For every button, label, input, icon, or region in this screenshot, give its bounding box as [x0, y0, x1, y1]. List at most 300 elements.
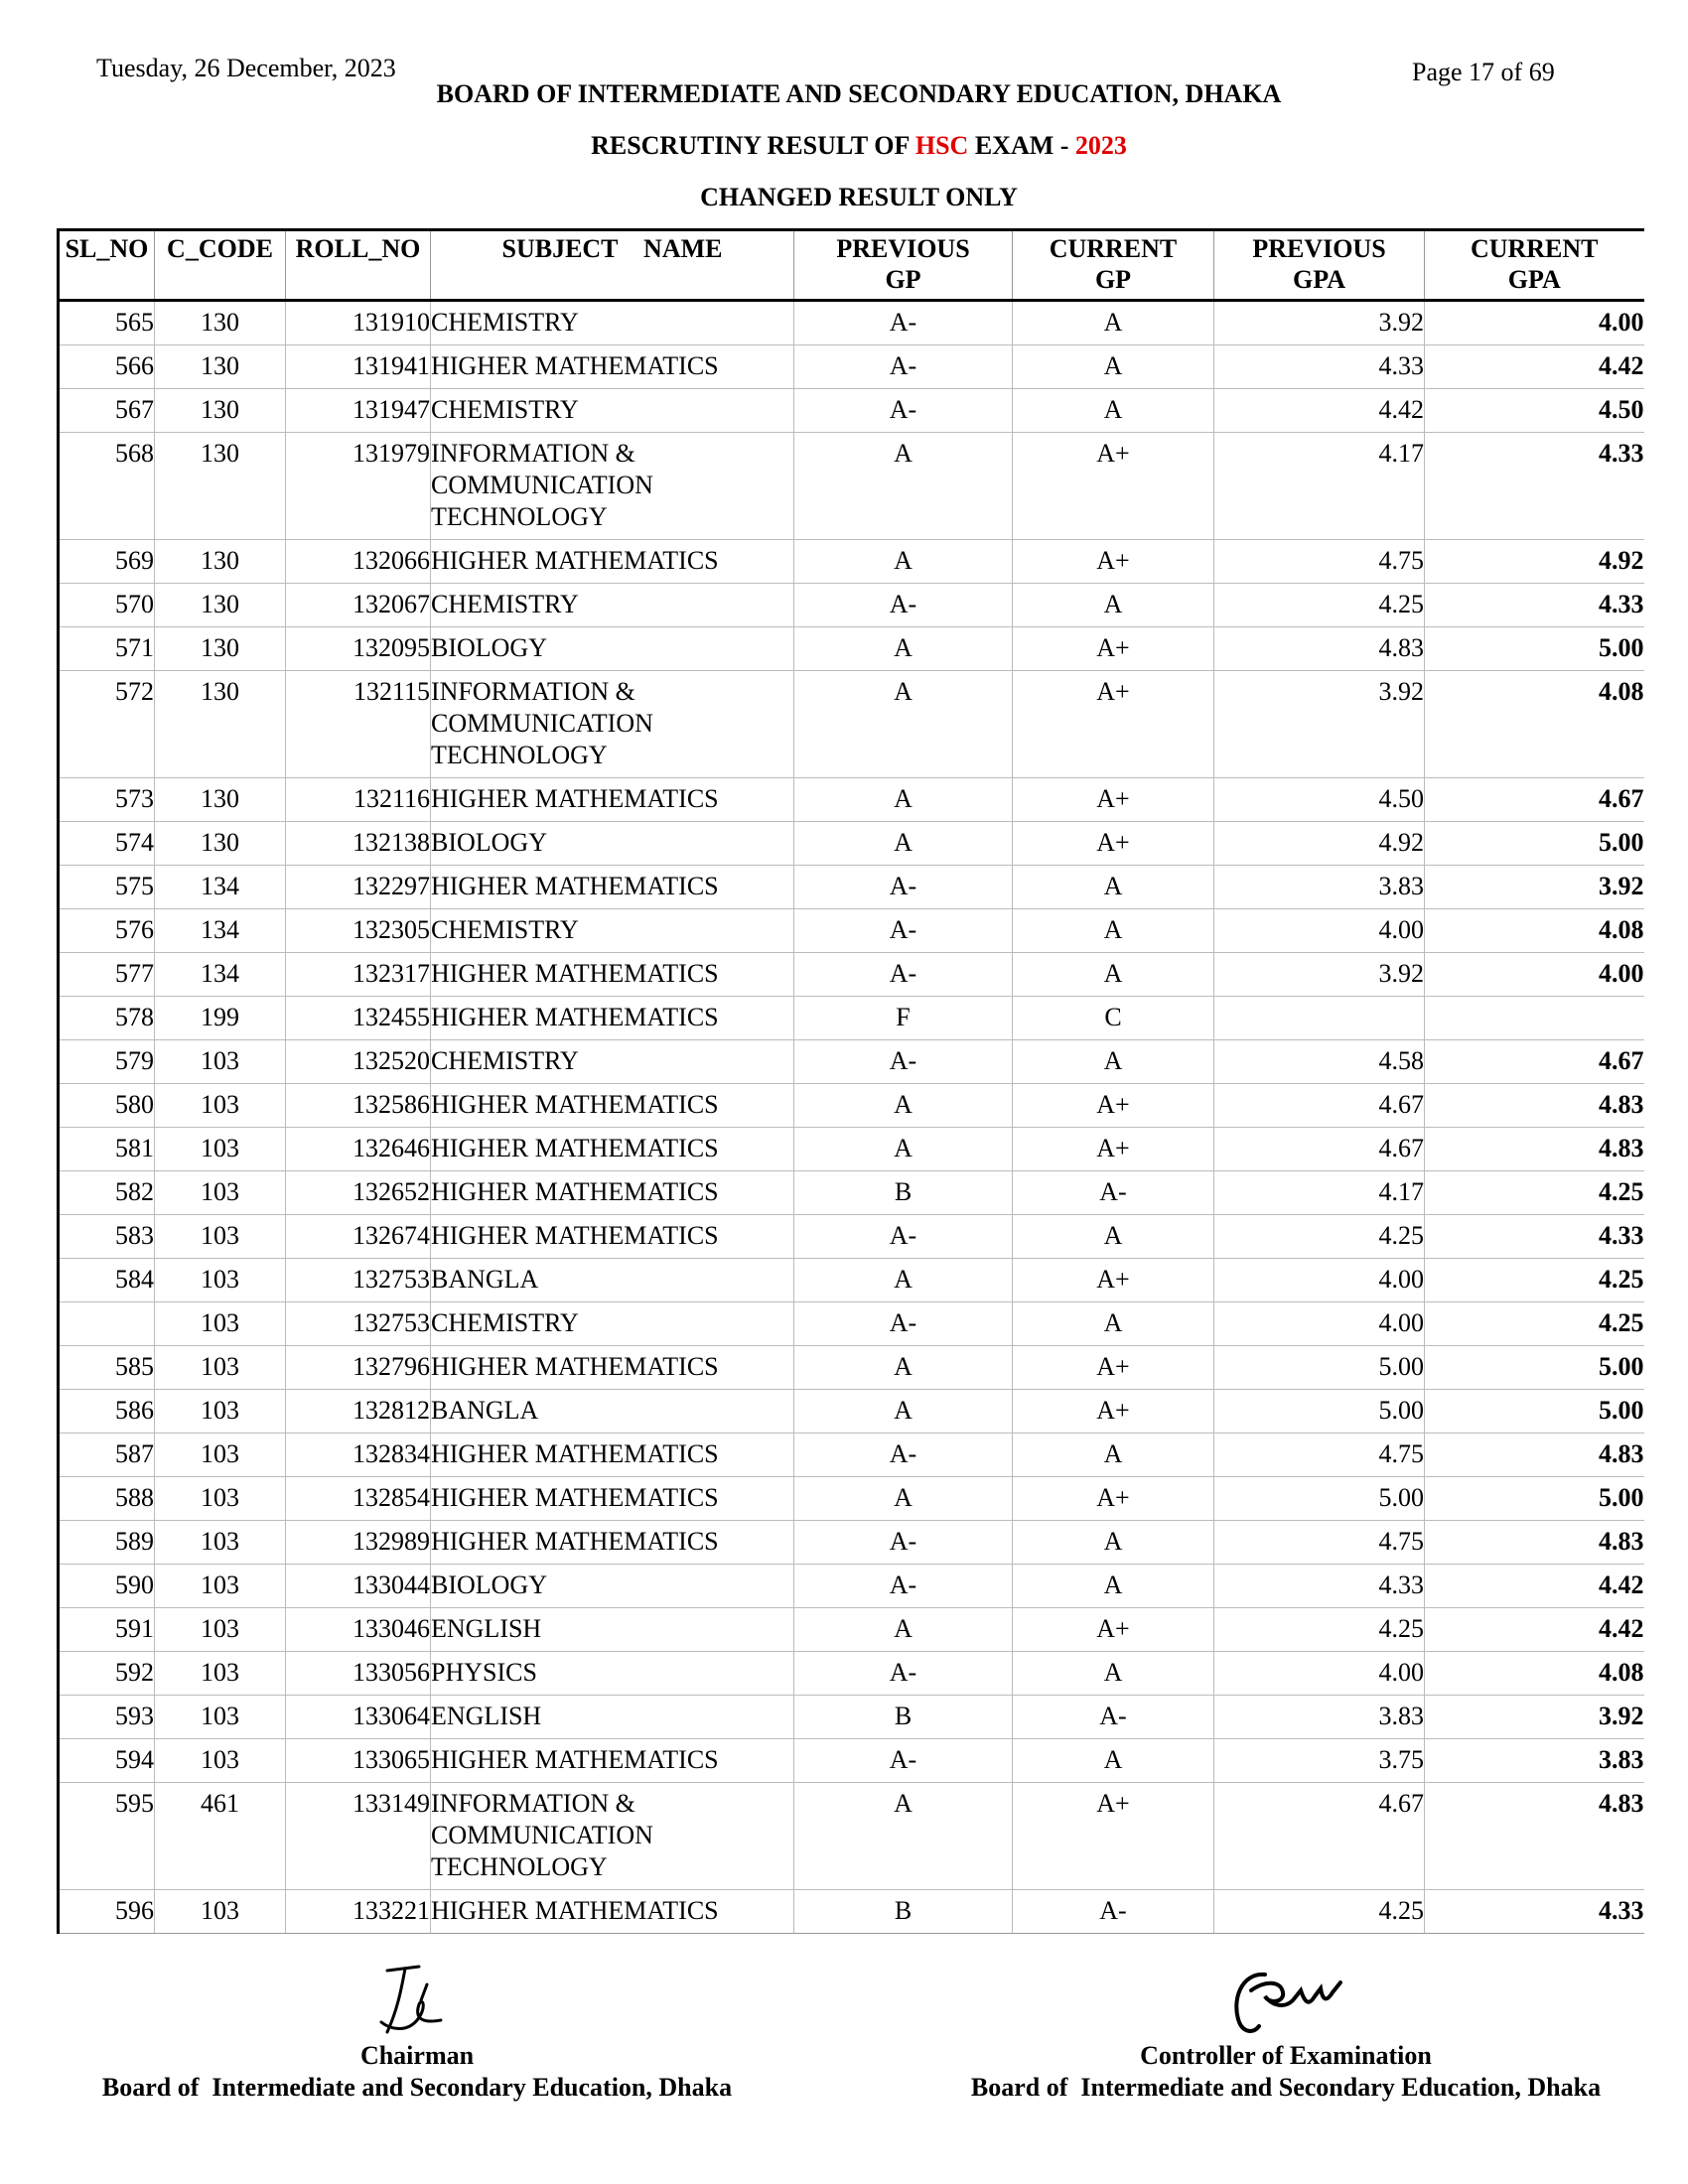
- table-row: [59, 1565, 1644, 1608]
- cell-roll-no: 133149: [286, 1783, 431, 1890]
- cell-current-gpa: [1425, 997, 1644, 1040]
- table-row: [59, 584, 1644, 627]
- cell-sl-no: 572: [59, 671, 155, 778]
- col-previous-gpa: [1214, 230, 1425, 301]
- col-previous-gpa-line2: GPA: [1293, 265, 1345, 294]
- table-row: [59, 778, 1644, 822]
- cell-previous-gpa: 4.67: [1214, 1783, 1425, 1890]
- cell-sl-no: 577: [59, 953, 155, 997]
- cell-subject: CHEMISTRY: [431, 389, 794, 433]
- col-c-code: C_CODE: [155, 230, 286, 301]
- cell-c-code: 130: [155, 822, 286, 866]
- cell-c-code: 134: [155, 909, 286, 953]
- cell-c-code: 130: [155, 389, 286, 433]
- cell-c-code: 130: [155, 433, 286, 540]
- cell-subject: HIGHER MATHEMATICS: [431, 1128, 794, 1171]
- cell-previous-gpa: 4.50: [1214, 778, 1425, 822]
- cell-roll-no: 132305: [286, 909, 431, 953]
- cell-current-gpa: 4.33: [1425, 584, 1644, 627]
- cell-subject: INFORMATION & COMMUNICATION TECHNOLOGY: [431, 671, 794, 778]
- table-row: [59, 1739, 1644, 1783]
- table-row: [59, 627, 1644, 671]
- table-row: [59, 1521, 1644, 1565]
- cell-roll-no: 131979: [286, 433, 431, 540]
- cell-current-gpa: 4.83: [1425, 1783, 1644, 1890]
- cell-previous-gp: A-: [794, 389, 1013, 433]
- table-row: [59, 1783, 1644, 1890]
- chairman-title: Chairman: [359, 2041, 475, 2070]
- cell-c-code: 103: [155, 1390, 286, 1433]
- cell-roll-no: 132753: [286, 1259, 431, 1302]
- col-previous-gpa-line1: PREVIOUS: [1252, 234, 1386, 263]
- cell-sl-no: 585: [59, 1346, 155, 1390]
- cell-current-gp: A+: [1013, 627, 1214, 671]
- cell-subject: HIGHER MATHEMATICS: [431, 540, 794, 584]
- cell-previous-gpa: 4.25: [1214, 1608, 1425, 1652]
- cell-previous-gp: A: [794, 540, 1013, 584]
- cell-roll-no: 132095: [286, 627, 431, 671]
- cell-roll-no: 132520: [286, 1040, 431, 1084]
- table-row: [59, 909, 1644, 953]
- cell-subject: BIOLOGY: [431, 1565, 794, 1608]
- header-row: [59, 230, 1644, 301]
- table-row: [59, 953, 1644, 997]
- cell-current-gpa: 5.00: [1425, 1390, 1644, 1433]
- cell-previous-gp: A: [794, 778, 1013, 822]
- controller-org: Board of Intermediate and Secondary Education, Dhaka: [970, 2073, 1602, 2102]
- cell-current-gp: A: [1013, 584, 1214, 627]
- cell-subject: HIGHER MATHEMATICS: [431, 1521, 794, 1565]
- col-current-gp: [1013, 230, 1214, 301]
- cell-previous-gp: A: [794, 1346, 1013, 1390]
- table-row: [59, 1608, 1644, 1652]
- cell-subject: HIGHER MATHEMATICS: [431, 866, 794, 909]
- cell-previous-gp: F: [794, 997, 1013, 1040]
- cell-c-code: 130: [155, 778, 286, 822]
- cell-current-gp: A: [1013, 345, 1214, 389]
- cell-sl-no: [59, 1302, 155, 1346]
- cell-roll-no: 132297: [286, 866, 431, 909]
- cell-roll-no: 132753: [286, 1302, 431, 1346]
- cell-roll-no: 132115: [286, 671, 431, 778]
- cell-c-code: 103: [155, 1215, 286, 1259]
- cell-previous-gpa: 4.17: [1214, 433, 1425, 540]
- cell-sl-no: 570: [59, 584, 155, 627]
- cell-previous-gp: B: [794, 1890, 1013, 1934]
- cell-current-gp: A: [1013, 1565, 1214, 1608]
- cell-current-gpa: 4.08: [1425, 909, 1644, 953]
- cell-previous-gpa: 4.75: [1214, 540, 1425, 584]
- cell-current-gpa: 4.67: [1425, 778, 1644, 822]
- cell-c-code: 130: [155, 671, 286, 778]
- cell-c-code: 103: [155, 1477, 286, 1521]
- cell-c-code: 103: [155, 1739, 286, 1783]
- cell-c-code: 103: [155, 1128, 286, 1171]
- col-subject: SUBJECT NAME: [431, 230, 794, 301]
- table-row: [59, 1171, 1644, 1215]
- cell-current-gp: A+: [1013, 1084, 1214, 1128]
- cell-current-gpa: 3.92: [1425, 1696, 1644, 1739]
- cell-current-gpa: 5.00: [1425, 627, 1644, 671]
- cell-roll-no: 131947: [286, 389, 431, 433]
- cell-subject: HIGHER MATHEMATICS: [431, 345, 794, 389]
- table-row: [59, 1302, 1644, 1346]
- cell-previous-gp: A-: [794, 345, 1013, 389]
- cell-previous-gpa: 4.00: [1214, 1259, 1425, 1302]
- cell-c-code: 130: [155, 627, 286, 671]
- cell-sl-no: 593: [59, 1696, 155, 1739]
- cell-subject: HIGHER MATHEMATICS: [431, 1477, 794, 1521]
- col-previous-gp: [794, 230, 1013, 301]
- cell-current-gpa: 4.83: [1425, 1433, 1644, 1477]
- cell-sl-no: 586: [59, 1390, 155, 1433]
- cell-subject: HIGHER MATHEMATICS: [431, 778, 794, 822]
- chairman-org: Board of Intermediate and Secondary Education, Dhaka: [101, 2073, 733, 2102]
- cell-sl-no: 567: [59, 389, 155, 433]
- cell-sl-no: 596: [59, 1890, 155, 1934]
- cell-roll-no: 132066: [286, 540, 431, 584]
- cell-previous-gp: A: [794, 1259, 1013, 1302]
- cell-subject: PHYSICS: [431, 1652, 794, 1696]
- col-previous-gp-line1: PREVIOUS: [836, 234, 970, 263]
- table-row: [59, 301, 1644, 345]
- table-row: [59, 345, 1644, 389]
- cell-previous-gpa: 4.25: [1214, 1890, 1425, 1934]
- cell-previous-gpa: 4.67: [1214, 1128, 1425, 1171]
- cell-sl-no: 584: [59, 1259, 155, 1302]
- cell-previous-gp: A: [794, 1390, 1013, 1433]
- col-sl-no: SL_NO: [59, 230, 155, 301]
- cell-current-gpa: 4.08: [1425, 1652, 1644, 1696]
- cell-sl-no: 569: [59, 540, 155, 584]
- cell-previous-gpa: 3.92: [1214, 671, 1425, 778]
- cell-subject: HIGHER MATHEMATICS: [431, 1084, 794, 1128]
- exam-year: 2023: [1074, 131, 1127, 160]
- cell-c-code: 103: [155, 1171, 286, 1215]
- cell-previous-gpa: 4.00: [1214, 909, 1425, 953]
- table-row: [59, 1128, 1644, 1171]
- cell-current-gp: A+: [1013, 540, 1214, 584]
- cell-c-code: 103: [155, 1433, 286, 1477]
- cell-current-gp: A-: [1013, 1696, 1214, 1739]
- table-row: [59, 1346, 1644, 1390]
- cell-previous-gpa: 4.58: [1214, 1040, 1425, 1084]
- result-title: [0, 131, 1688, 161]
- col-current-gpa-line1: CURRENT: [1470, 234, 1599, 263]
- cell-roll-no: 132834: [286, 1433, 431, 1477]
- cell-previous-gpa: 5.00: [1214, 1346, 1425, 1390]
- cell-sl-no: 595: [59, 1783, 155, 1890]
- cell-previous-gpa: 4.33: [1214, 1565, 1425, 1608]
- page-number: Page 17 of 69: [1412, 58, 1555, 86]
- cell-c-code: 103: [155, 1696, 286, 1739]
- controller-title: Controller of Examination: [1140, 2041, 1432, 2070]
- cell-subject: BIOLOGY: [431, 627, 794, 671]
- cell-c-code: 134: [155, 866, 286, 909]
- result-prefix: RESCRUTINY RESULT OF: [591, 131, 915, 160]
- cell-sl-no: 578: [59, 997, 155, 1040]
- cell-sl-no: 588: [59, 1477, 155, 1521]
- cell-sl-no: 594: [59, 1739, 155, 1783]
- cell-current-gp: A: [1013, 1739, 1214, 1783]
- cell-previous-gp: A-: [794, 866, 1013, 909]
- cell-roll-no: 132586: [286, 1084, 431, 1128]
- cell-previous-gp: A-: [794, 1040, 1013, 1084]
- cell-roll-no: 132796: [286, 1346, 431, 1390]
- cell-current-gpa: 3.83: [1425, 1739, 1644, 1783]
- table-row: [59, 1215, 1644, 1259]
- cell-current-gp: A: [1013, 1433, 1214, 1477]
- cell-current-gpa: 4.00: [1425, 953, 1644, 997]
- col-current-gp-line1: CURRENT: [1049, 234, 1178, 263]
- cell-sl-no: 574: [59, 822, 155, 866]
- cell-current-gpa: 4.00: [1425, 301, 1644, 345]
- cell-subject: BANGLA: [431, 1259, 794, 1302]
- cell-previous-gp: A-: [794, 584, 1013, 627]
- cell-roll-no: 133065: [286, 1739, 431, 1783]
- cell-current-gpa: 4.83: [1425, 1128, 1644, 1171]
- table-row: [59, 1084, 1644, 1128]
- cell-roll-no: 133046: [286, 1608, 431, 1652]
- table-row: [59, 540, 1644, 584]
- cell-previous-gp: B: [794, 1171, 1013, 1215]
- cell-current-gpa: 4.25: [1425, 1302, 1644, 1346]
- col-current-gpa-line2: GPA: [1507, 265, 1561, 294]
- cell-current-gpa: 4.83: [1425, 1521, 1644, 1565]
- cell-current-gpa: 4.50: [1425, 389, 1644, 433]
- cell-subject: BANGLA: [431, 1390, 794, 1433]
- cell-sl-no: 571: [59, 627, 155, 671]
- cell-subject: HIGHER MATHEMATICS: [431, 997, 794, 1040]
- cell-current-gpa: 4.25: [1425, 1259, 1644, 1302]
- cell-roll-no: 132116: [286, 778, 431, 822]
- cell-sl-no: 579: [59, 1040, 155, 1084]
- cell-previous-gp: A-: [794, 909, 1013, 953]
- cell-current-gp: A: [1013, 301, 1214, 345]
- cell-previous-gp: A: [794, 1128, 1013, 1171]
- exam-name: HSC: [914, 131, 969, 160]
- cell-previous-gp: A-: [794, 1215, 1013, 1259]
- cell-roll-no: 133221: [286, 1890, 431, 1934]
- cell-previous-gp: A-: [794, 1565, 1013, 1608]
- cell-subject: CHEMISTRY: [431, 301, 794, 345]
- cell-previous-gp: A-: [794, 1302, 1013, 1346]
- cell-sl-no: 575: [59, 866, 155, 909]
- cell-subject: INFORMATION & COMMUNICATION TECHNOLOGY: [431, 1783, 794, 1890]
- cell-previous-gpa: 3.75: [1214, 1739, 1425, 1783]
- board-title: BOARD OF INTERMEDIATE AND SECONDARY EDUCATION, DHAKA: [436, 79, 1282, 108]
- cell-current-gp: A+: [1013, 1477, 1214, 1521]
- cell-roll-no: 132989: [286, 1521, 431, 1565]
- cell-previous-gpa: 4.33: [1214, 345, 1425, 389]
- table-row: [59, 866, 1644, 909]
- cell-c-code: 130: [155, 345, 286, 389]
- table-row: [59, 389, 1644, 433]
- chairman-signature-icon: [357, 1961, 467, 2040]
- cell-current-gp: A: [1013, 909, 1214, 953]
- cell-current-gp: A+: [1013, 778, 1214, 822]
- cell-subject: HIGHER MATHEMATICS: [431, 1433, 794, 1477]
- cell-current-gp: C: [1013, 997, 1214, 1040]
- cell-sl-no: 580: [59, 1084, 155, 1128]
- cell-roll-no: 132317: [286, 953, 431, 997]
- cell-current-gp: A: [1013, 1302, 1214, 1346]
- report-date: Tuesday, 26 December, 2023: [96, 54, 396, 82]
- cell-current-gp: A: [1013, 1040, 1214, 1084]
- cell-subject: CHEMISTRY: [431, 1040, 794, 1084]
- cell-sl-no: 591: [59, 1608, 155, 1652]
- cell-subject: ENGLISH: [431, 1696, 794, 1739]
- cell-c-code: 103: [155, 1040, 286, 1084]
- cell-previous-gp: A: [794, 1783, 1013, 1890]
- chairman-signature-block: [60, 2040, 774, 2104]
- cell-previous-gp: A-: [794, 1652, 1013, 1696]
- cell-c-code: 103: [155, 1084, 286, 1128]
- controller-signature-icon: [1221, 1961, 1370, 2040]
- table-row: [59, 997, 1644, 1040]
- cell-subject: CHEMISTRY: [431, 584, 794, 627]
- cell-roll-no: 131910: [286, 301, 431, 345]
- results-body: [59, 301, 1644, 1934]
- cell-current-gpa: 4.67: [1425, 1040, 1644, 1084]
- cell-previous-gpa: 4.75: [1214, 1521, 1425, 1565]
- cell-c-code: 103: [155, 1652, 286, 1696]
- cell-current-gp: A: [1013, 953, 1214, 997]
- cell-current-gp: A-: [1013, 1171, 1214, 1215]
- cell-subject: ENGLISH: [431, 1608, 794, 1652]
- cell-current-gpa: 4.92: [1425, 540, 1644, 584]
- cell-current-gpa: 4.83: [1425, 1084, 1644, 1128]
- cell-sl-no: 576: [59, 909, 155, 953]
- cell-sl-no: 573: [59, 778, 155, 822]
- cell-previous-gp: A: [794, 822, 1013, 866]
- cell-c-code: 130: [155, 584, 286, 627]
- col-current-gpa: [1425, 230, 1644, 301]
- table-row: [59, 1040, 1644, 1084]
- cell-previous-gp: B: [794, 1696, 1013, 1739]
- cell-subject: HIGHER MATHEMATICS: [431, 1739, 794, 1783]
- cell-current-gp: A+: [1013, 822, 1214, 866]
- cell-current-gpa: 4.42: [1425, 1565, 1644, 1608]
- cell-subject: CHEMISTRY: [431, 1302, 794, 1346]
- cell-roll-no: 132067: [286, 584, 431, 627]
- cell-sl-no: 565: [59, 301, 155, 345]
- cell-current-gp: A-: [1013, 1890, 1214, 1934]
- cell-subject: INFORMATION & COMMUNICATION TECHNOLOGY: [431, 433, 794, 540]
- cell-current-gpa: 4.33: [1425, 1215, 1644, 1259]
- cell-previous-gpa: [1214, 997, 1425, 1040]
- cell-previous-gp: A-: [794, 1739, 1013, 1783]
- cell-c-code: 103: [155, 1565, 286, 1608]
- cell-previous-gpa: 4.00: [1214, 1302, 1425, 1346]
- cell-current-gp: A+: [1013, 1346, 1214, 1390]
- controller-signature-block: [928, 2040, 1643, 2104]
- cell-roll-no: 132646: [286, 1128, 431, 1171]
- cell-current-gpa: 4.08: [1425, 671, 1644, 778]
- cell-previous-gpa: 5.00: [1214, 1477, 1425, 1521]
- cell-current-gp: A: [1013, 1521, 1214, 1565]
- cell-roll-no: 133064: [286, 1696, 431, 1739]
- cell-roll-no: 133056: [286, 1652, 431, 1696]
- result-mid: EXAM -: [968, 131, 1075, 160]
- cell-current-gpa: 4.25: [1425, 1171, 1644, 1215]
- cell-subject: CHEMISTRY: [431, 909, 794, 953]
- cell-previous-gpa: 3.83: [1214, 1696, 1425, 1739]
- cell-current-gpa: 5.00: [1425, 1346, 1644, 1390]
- cell-sl-no: 581: [59, 1128, 155, 1171]
- cell-roll-no: 132854: [286, 1477, 431, 1521]
- cell-previous-gp: A: [794, 1608, 1013, 1652]
- cell-subject: HIGHER MATHEMATICS: [431, 1890, 794, 1934]
- cell-current-gpa: 5.00: [1425, 822, 1644, 866]
- cell-current-gp: A+: [1013, 671, 1214, 778]
- cell-roll-no: 132812: [286, 1390, 431, 1433]
- cell-previous-gpa: 4.67: [1214, 1084, 1425, 1128]
- cell-current-gpa: 4.33: [1425, 433, 1644, 540]
- cell-sl-no: 589: [59, 1521, 155, 1565]
- cell-previous-gpa: 4.75: [1214, 1433, 1425, 1477]
- cell-current-gpa: 4.42: [1425, 345, 1644, 389]
- cell-sl-no: 568: [59, 433, 155, 540]
- cell-current-gp: A+: [1013, 1259, 1214, 1302]
- cell-current-gp: A: [1013, 1215, 1214, 1259]
- cell-subject: BIOLOGY: [431, 822, 794, 866]
- cell-previous-gpa: 3.83: [1214, 866, 1425, 909]
- cell-previous-gp: A-: [794, 301, 1013, 345]
- table-row: [59, 1259, 1644, 1302]
- cell-roll-no: 131941: [286, 345, 431, 389]
- cell-previous-gpa: 4.42: [1214, 389, 1425, 433]
- cell-c-code: 461: [155, 1783, 286, 1890]
- cell-current-gp: A: [1013, 866, 1214, 909]
- table-row: [59, 1696, 1644, 1739]
- cell-sl-no: 587: [59, 1433, 155, 1477]
- cell-current-gp: A+: [1013, 1390, 1214, 1433]
- col-roll-no: ROLL_NO: [286, 230, 431, 301]
- cell-roll-no: 133044: [286, 1565, 431, 1608]
- cell-current-gp: A+: [1013, 433, 1214, 540]
- cell-previous-gp: A-: [794, 953, 1013, 997]
- cell-roll-no: 132652: [286, 1171, 431, 1215]
- cell-previous-gp: A: [794, 671, 1013, 778]
- cell-previous-gpa: 4.25: [1214, 1215, 1425, 1259]
- cell-c-code: 103: [155, 1302, 286, 1346]
- cell-c-code: 103: [155, 1521, 286, 1565]
- cell-c-code: 130: [155, 301, 286, 345]
- cell-subject: HIGHER MATHEMATICS: [431, 1346, 794, 1390]
- table-row: [59, 1890, 1644, 1934]
- cell-previous-gpa: 4.25: [1214, 584, 1425, 627]
- cell-previous-gp: A-: [794, 1433, 1013, 1477]
- cell-current-gpa: 4.42: [1425, 1608, 1644, 1652]
- cell-roll-no: 132138: [286, 822, 431, 866]
- results-table: [57, 228, 1644, 1934]
- cell-previous-gpa: 4.83: [1214, 627, 1425, 671]
- table-row: [59, 1477, 1644, 1521]
- cell-current-gp: A: [1013, 1652, 1214, 1696]
- cell-previous-gpa: 3.92: [1214, 953, 1425, 997]
- cell-sl-no: 582: [59, 1171, 155, 1215]
- cell-c-code: 103: [155, 1259, 286, 1302]
- cell-previous-gp: A-: [794, 1521, 1013, 1565]
- cell-roll-no: 132674: [286, 1215, 431, 1259]
- cell-previous-gp: A: [794, 1084, 1013, 1128]
- cell-c-code: 130: [155, 540, 286, 584]
- cell-sl-no: 583: [59, 1215, 155, 1259]
- cell-previous-gpa: 4.00: [1214, 1652, 1425, 1696]
- cell-previous-gp: A: [794, 433, 1013, 540]
- cell-current-gp: A: [1013, 389, 1214, 433]
